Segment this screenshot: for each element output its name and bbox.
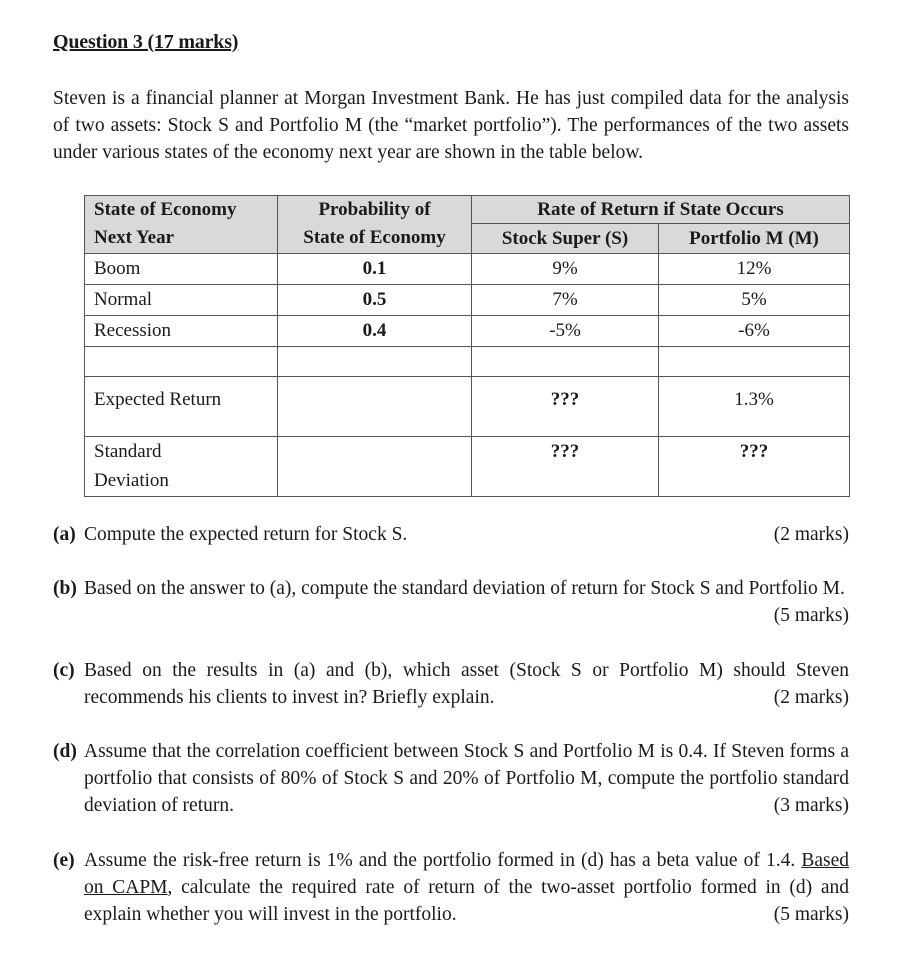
part-e-marks: (5 marks) xyxy=(773,904,849,925)
header-prob-line1: Probability of xyxy=(318,199,431,220)
part-a-label: (a) xyxy=(53,524,76,545)
prob-cell: 0.4 xyxy=(278,316,472,347)
expected-stock: ??? xyxy=(472,377,659,437)
part-c xyxy=(53,657,849,711)
header-state-line2: Next Year xyxy=(94,227,175,248)
state-cell: Normal xyxy=(85,285,278,316)
stdev-label xyxy=(85,437,278,497)
header-stock: Stock Super (S) xyxy=(472,224,659,254)
portfolio-cell: 12% xyxy=(659,254,850,285)
part-b-marks: (5 marks) xyxy=(773,605,849,626)
part-c-marks: (2 marks) xyxy=(773,687,849,708)
part-d-marks: (3 marks) xyxy=(773,795,849,816)
prob-cell: 0.5 xyxy=(278,285,472,316)
state-cell: Recession xyxy=(85,316,278,347)
part-d xyxy=(53,738,849,819)
header-portfolio: Portfolio M (M) xyxy=(659,224,850,254)
part-a xyxy=(53,521,849,548)
part-a-marks: (2 marks) xyxy=(773,524,849,545)
table-row xyxy=(85,254,850,285)
stock-cell: -5% xyxy=(472,316,659,347)
stdev-portfolio: ??? xyxy=(659,437,850,497)
part-c-text: Based on the results in (a) and (b), which asset (Stock S or Portfolio M) should Steven recommends his clients to invest in? Briefly explain. xyxy=(84,660,849,708)
part-d-label: (d) xyxy=(53,741,77,762)
part-b xyxy=(53,575,849,629)
state-cell: Boom xyxy=(85,254,278,285)
part-e-text-post: , calculate the required rate of return of the two-asset portfolio formed in (d) and explain whether you will invest in the portfolio. xyxy=(84,877,850,925)
part-e-capm: Based on CAPM xyxy=(84,850,849,898)
part-b-label: (b) xyxy=(53,578,77,599)
part-a-text: Compute the expected return for Stock S. xyxy=(84,524,408,545)
stdev-row xyxy=(85,437,850,497)
stdev-label-line1: Standard xyxy=(94,441,162,462)
header-prob-line2: State of Economy xyxy=(303,227,446,248)
stock-cell: 9% xyxy=(472,254,659,285)
intro-paragraph: Steven is a financial planner at Morgan Investment Bank. He has just compiled data for the analysis of two assets: Stock S and Portfolio M (the “market portfolio”). The performances of the two assets under various states of the economy next year are shown in the table below. xyxy=(53,88,849,163)
part-e-text-pre: Assume the risk-free return is 1% and the portfolio formed in (d) has a beta value of 1.4. xyxy=(84,850,802,871)
expected-label: Expected Return xyxy=(85,377,278,437)
returns-table xyxy=(84,195,850,497)
portfolio-cell: 5% xyxy=(659,285,850,316)
table-row xyxy=(85,316,850,347)
stock-cell: 7% xyxy=(472,285,659,316)
stdev-label-line2: Deviation xyxy=(94,470,169,491)
part-d-text: Assume that the correlation coefficient between Stock S and Portfolio M is 0.4. If Steven forms a portfolio that consists of 80% of Stock S and 20% of Portfolio M, compute the portfolio standard deviation of return. xyxy=(84,741,849,816)
header-state xyxy=(85,196,278,254)
part-e xyxy=(53,847,849,928)
part-c-label: (c) xyxy=(53,660,75,681)
header-probability xyxy=(278,196,472,254)
header-rate-group: Rate of Return if State Occurs xyxy=(472,196,850,224)
expected-return-row xyxy=(85,377,850,437)
part-b-text: Based on the answer to (a), compute the standard deviation of return for Stock S and Portfolio M. xyxy=(84,578,845,599)
portfolio-cell: -6% xyxy=(659,316,850,347)
stdev-stock: ??? xyxy=(472,437,659,497)
expected-portfolio: 1.3% xyxy=(659,377,850,437)
question-title: Question 3 (17 marks) xyxy=(53,31,239,53)
prob-cell: 0.1 xyxy=(278,254,472,285)
header-state-line1: State of Economy xyxy=(94,199,237,220)
table-row xyxy=(85,285,850,316)
blank-row xyxy=(85,347,850,377)
part-e-label: (e) xyxy=(53,850,75,871)
